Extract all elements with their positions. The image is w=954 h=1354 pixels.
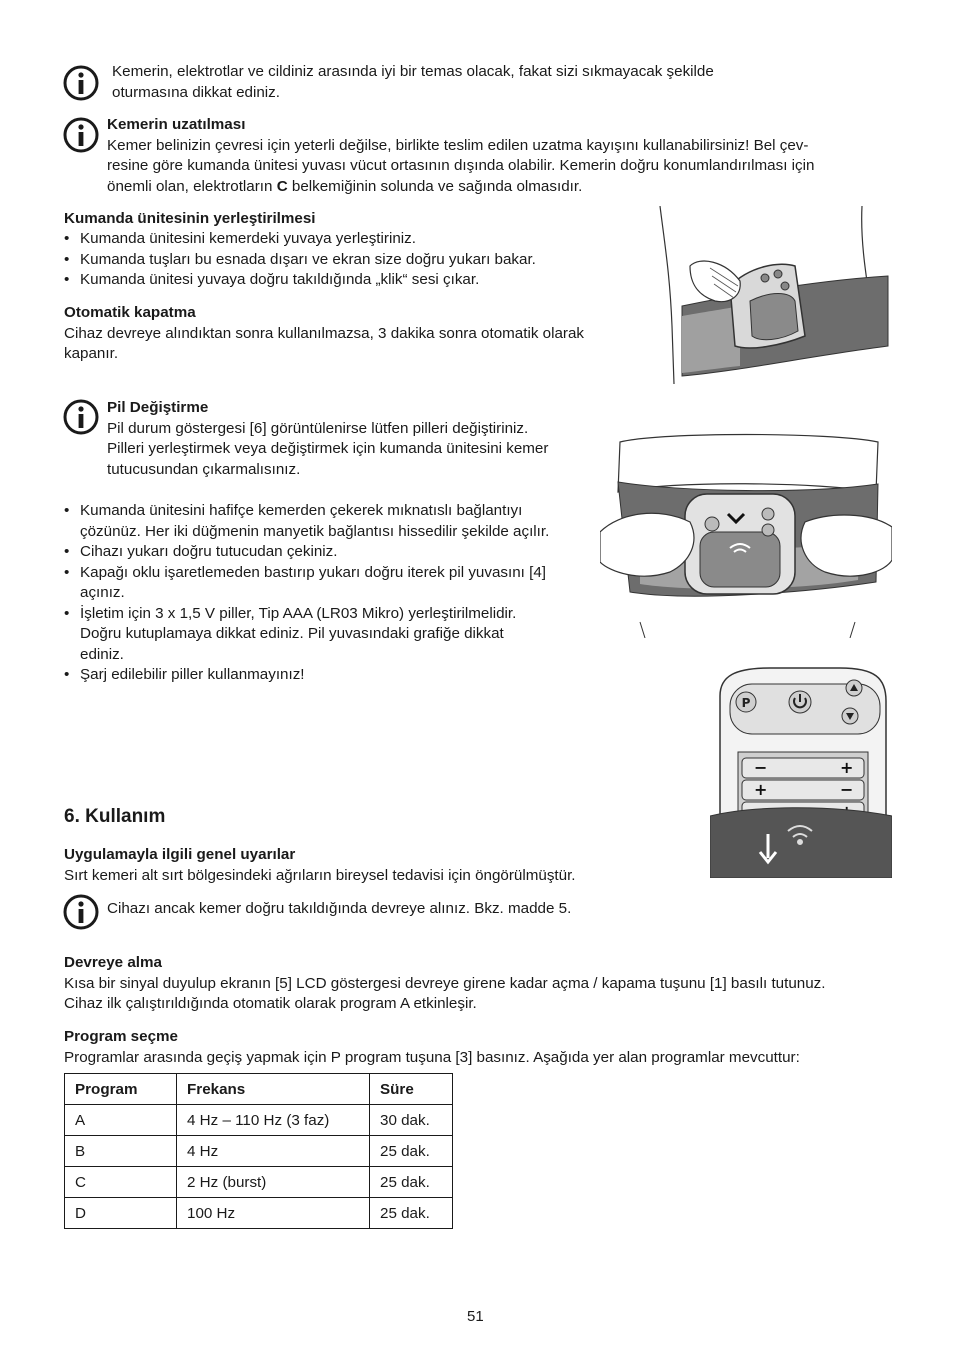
note-title: Kemerin uzatılması — [107, 116, 246, 133]
table-row — [65, 1105, 453, 1136]
table-cell: 25 dak. — [370, 1136, 453, 1167]
svg-text:+: + — [840, 758, 854, 777]
belt-remove-illustration — [600, 432, 892, 638]
general-warnings: Uygulamayla ilgili genel uyarılar Sırt kemeri alt sırt bölgesindeki ağrıların bireysel tedavisi için öngörülmüştür. — [64, 846, 576, 884]
svg-text:P: P — [741, 696, 751, 710]
battery-compartment-illustration — [710, 666, 892, 878]
table-cell: C — [65, 1167, 177, 1198]
list-item: • Kapağı oklu işaretlemeden bastırıp yukarı doğru iterek pil yuvasını [4] açınız. — [64, 563, 604, 604]
program-section: Program seçme Programlar arasında geçiş yapmak için P program tuşuna [3] basınız. Aşağıda yer alan programlar mevcuttur: — [64, 1028, 800, 1066]
usage-note: Cihazı ancak kemer doğru takıldığında devreye alınız. Bkz. madde 5. — [107, 900, 572, 917]
svg-text:−: − — [840, 780, 854, 799]
auto-off-section: Otomatik kapatma Cihaz devreye alındıktan sonra kullanılmazsa, 3 dakika sonra otomatik olarak kapanır. — [64, 304, 585, 362]
table-cell: 2 Hz (burst) — [177, 1167, 370, 1198]
table-cell: B — [65, 1136, 177, 1167]
column-header: Program — [65, 1074, 177, 1105]
note-belt-extension: Kemerin uzatılması Kemer belinizin çevresi için yeterli değilse, birlikte teslim edilen uzatma kayışını kullanabilirsiniz! Bel çev- resine göre kumanda ünitesi yuvası vücut ortasının dışında olabilir. Kemerin doğru konumlandırılması için önemli olan, elektrotların C belkemiğinin solunda ve sağında olmasıdır. — [107, 116, 815, 195]
table-row — [65, 1167, 453, 1198]
battery-steps-list — [64, 501, 604, 686]
list-item: • Şarj edilebilir piller kullanmayınız! — [64, 665, 604, 686]
section-title: 6. Kullanım — [64, 806, 166, 827]
table-row — [65, 1136, 453, 1167]
table-cell: 4 Hz — [177, 1136, 370, 1167]
svg-text:−: − — [754, 758, 768, 777]
section-heading: Program seçme — [64, 1028, 178, 1045]
table-header-row — [65, 1074, 453, 1105]
table-cell: A — [65, 1105, 177, 1136]
section-heading: Kumanda ünitesinin yerleştirilmesi — [64, 210, 316, 227]
column-header: Süre — [370, 1074, 453, 1105]
svg-text:+: + — [754, 780, 768, 799]
table-cell: D — [65, 1198, 177, 1229]
info-icon — [63, 117, 99, 153]
table-cell: 25 dak. — [370, 1198, 453, 1229]
program-table — [64, 1073, 453, 1229]
note-battery: Pil Değiştirme Pil durum göstergesi [6] görüntülenirse lütfen pilleri değiştiriniz. Pilleri yerleştirmek veya değiştirmek için kumanda ünitesini kemer tutucusundan çıkarmalısınız. — [107, 399, 549, 478]
info-icon — [63, 399, 99, 435]
info-icon — [63, 65, 99, 101]
note-title: Pil Değiştirme — [107, 399, 209, 416]
column-header: Frekans — [177, 1074, 370, 1105]
table-row — [65, 1198, 453, 1229]
control-unit-list — [64, 229, 624, 291]
table-cell: 100 Hz — [177, 1198, 370, 1229]
start-section: Devreye alma Kısa bir sinyal duyulup ekranın [5] LCD göstergesi devreye girene kadar açma / kapama tuşunu [1] basılı tutunuz. Cihaz ilk çalıştırıldığında otomatik olarak program A etkinleşir. — [64, 954, 826, 1012]
list-item: • Kumanda ünitesini hafifçe kemerden çekerek mıknatıslı bağlantıyı çözünüz. Her iki düğmenin manyetik bağlantısı hissedilir şekilde açılır. — [64, 501, 604, 542]
list-item: • Kumanda ünitesi yuvaya doğru takıldığında „klik“ sesi çıkar. — [64, 270, 624, 291]
section-heading: Devreye alma — [64, 954, 162, 971]
belt-insert-illustration — [630, 206, 892, 384]
section-heading: Uygulamayla ilgili genel uyarılar — [64, 846, 296, 863]
table-cell: 4 Hz – 110 Hz (3 faz) — [177, 1105, 370, 1136]
list-item: • Cihazı yukarı doğru tutucudan çekiniz. — [64, 542, 604, 563]
list-item: • Kumanda tuşları bu esnada dışarı ve ekran size doğru yukarı bakar. — [64, 250, 624, 271]
section-heading: Otomatik kapatma — [64, 304, 196, 321]
info-icon — [63, 894, 99, 930]
page-number: 51 — [467, 1308, 484, 1325]
table-cell: 25 dak. — [370, 1167, 453, 1198]
list-item: • İşletim için 3 x 1,5 V piller, Tip AAA (LR03 Mikro) yerleştirilmelidir. Doğru kutuplamaya dikkat ediniz. Pil yuvasındaki grafiğe dikkat ediniz. — [64, 604, 604, 666]
table-cell: 30 dak. — [370, 1105, 453, 1136]
list-item: • Kumanda ünitesini kemerdeki yuvaya yerleştiriniz. — [64, 229, 624, 250]
note-text: Kemerin, elektrotlar ve cildiniz arasında iyi bir temas olacak, fakat sizi sıkmayacak şekilde oturmasına dikkat ediniz. — [112, 63, 714, 101]
